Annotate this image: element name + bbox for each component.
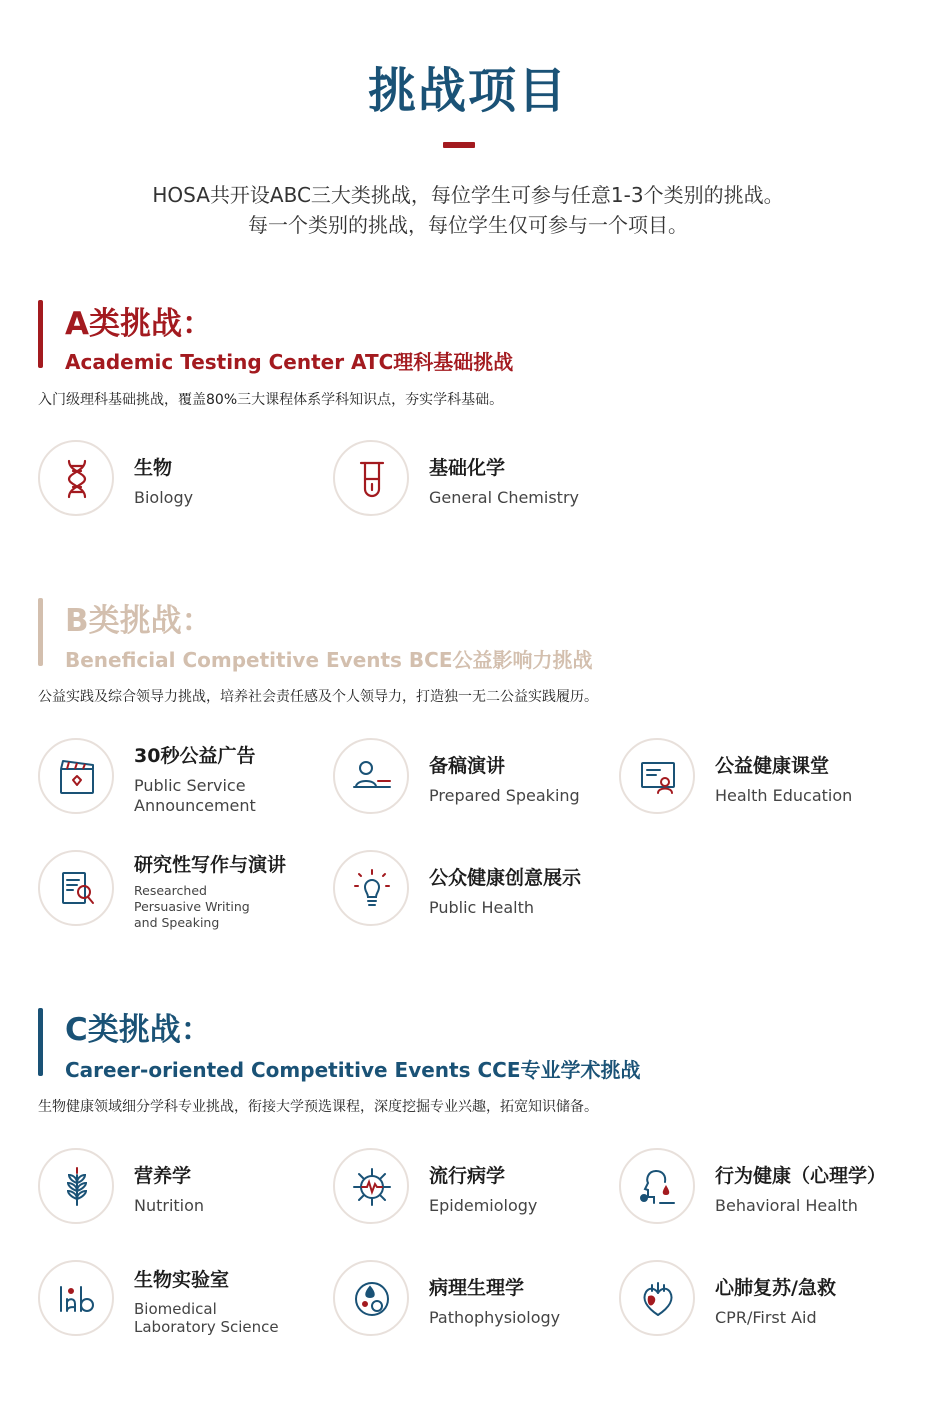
icon-circle [619, 738, 695, 814]
challenge-item-pathophysiology[interactable] [333, 1260, 623, 1344]
item-title-cn: 公众健康创意展示 [429, 866, 582, 889]
icon-circle [333, 850, 409, 926]
section-b-subtitle: Beneficial Competitive Events BCE公益影响力挑战 [65, 648, 593, 672]
item-title-en: Pathophysiology [429, 1307, 561, 1327]
item-title-en: CPR/First Aid [715, 1307, 817, 1327]
icon-circle [38, 850, 114, 926]
item-title-en: Health Education [715, 785, 853, 805]
wheat-icon [55, 1165, 99, 1209]
item-title-cn: 行为健康（心理学） [715, 1164, 887, 1187]
item-title-en: Nutrition [134, 1195, 205, 1215]
title-underline [443, 142, 475, 148]
icon-circle [38, 738, 114, 814]
challenge-item-psa[interactable] [38, 738, 328, 822]
item-title-en: General Chemistry [429, 487, 579, 507]
page-title: 挑战项目 [367, 63, 568, 119]
item-title-cn: 营养学 [134, 1164, 192, 1187]
challenge-item-health-education[interactable] [619, 738, 909, 822]
item-title-cn: 生物实验室 [134, 1268, 230, 1291]
intro-line-2: 每一个类别的挑战，每位学生仅可参与一个项目。 [248, 213, 688, 237]
section-b-description: 公益实践及综合领导力挑战，培养社会责任感及个人领导力，打造独一无二公益实践履历。 [38, 689, 598, 705]
item-title-en: Researched Persuasive Writing and Speaking [134, 882, 250, 930]
section-a-accent-bar [38, 300, 43, 368]
lightbulb-icon [350, 867, 394, 911]
intro-line-1: HOSA共开设ABC三大类挑战，每位学生可参与任意1-3个类别的挑战。 [152, 183, 784, 207]
item-title-cn: 研究性写作与演讲 [134, 853, 287, 876]
item-title-cn: 基础化学 [429, 456, 506, 479]
section-c-subtitle: Career-oriented Competitive Events CCE专业学术挑战 [65, 1058, 641, 1082]
intro-text [0, 180, 936, 240]
heart-icon [636, 1277, 680, 1321]
item-title-cn: 生物 [134, 456, 173, 479]
item-title-cn: 心肺复苏/急救 [715, 1276, 836, 1299]
challenge-item-biology[interactable] [38, 440, 328, 524]
item-title-en: Public Service Announcement [134, 775, 256, 815]
section-c-accent-bar [38, 1008, 43, 1076]
item-title-en: Biomedical Laboratory Science [134, 1299, 279, 1336]
section-a-description: 入门级理科基础挑战，覆盖80%三大课程体系学科知识点，夯实学科基础。 [38, 392, 504, 408]
challenge-item-nutrition[interactable] [38, 1148, 328, 1232]
item-title-cn: 备稿演讲 [429, 754, 506, 777]
section-b-title: B类挑战： [65, 603, 213, 639]
clapperboard-icon [55, 755, 99, 799]
item-title-en: Behavioral Health [715, 1195, 858, 1215]
challenge-item-prepared-speaking[interactable] [333, 738, 623, 822]
item-title-cn: 流行病学 [429, 1164, 506, 1187]
section-c-description: 生物健康领域细分学科专业挑战，衔接大学预选课程，深度挖掘专业兴趣，拓宽知识储备。 [38, 1099, 598, 1115]
lab-icon [55, 1277, 99, 1321]
dna-icon [55, 457, 99, 501]
speaker-icon [350, 755, 394, 799]
classroom-board-icon [636, 755, 680, 799]
challenge-item-general-chemistry[interactable] [333, 440, 623, 524]
section-b-accent-bar [38, 598, 43, 666]
challenge-item-behavioral-health[interactable] [619, 1148, 909, 1232]
section-a-title: A类挑战： [65, 306, 213, 342]
challenge-item-cpr-first-aid[interactable] [619, 1260, 909, 1344]
head-drop-icon [636, 1165, 680, 1209]
item-title-en: Public Health [429, 897, 534, 917]
challenge-item-researched-persuasive[interactable] [38, 850, 328, 934]
icon-circle [333, 1260, 409, 1336]
icon-circle [38, 1148, 114, 1224]
icon-circle [619, 1148, 695, 1224]
item-title-en: Epidemiology [429, 1195, 538, 1215]
icon-circle [619, 1260, 695, 1336]
item-title-en: Prepared Speaking [429, 785, 580, 805]
icon-circle [333, 1148, 409, 1224]
research-document-icon [55, 867, 99, 911]
icon-circle [333, 440, 409, 516]
challenge-item-biomedical-lab[interactable] [38, 1260, 328, 1344]
cell-icon [350, 1277, 394, 1321]
section-c-title: C类挑战： [65, 1012, 212, 1048]
test-tube-icon [350, 457, 394, 501]
virus-icon [350, 1165, 394, 1209]
item-title-cn: 30秒公益广告 [134, 744, 256, 767]
item-title-cn: 病理生理学 [429, 1276, 525, 1299]
section-a-subtitle: Academic Testing Center ATC理科基础挑战 [65, 350, 514, 374]
challenge-item-public-health[interactable] [333, 850, 623, 934]
item-title-cn: 公益健康课堂 [715, 754, 830, 777]
icon-circle [333, 738, 409, 814]
icon-circle [38, 1260, 114, 1336]
item-title-en: Biology [134, 487, 194, 507]
challenge-item-epidemiology[interactable] [333, 1148, 623, 1232]
icon-circle [38, 440, 114, 516]
